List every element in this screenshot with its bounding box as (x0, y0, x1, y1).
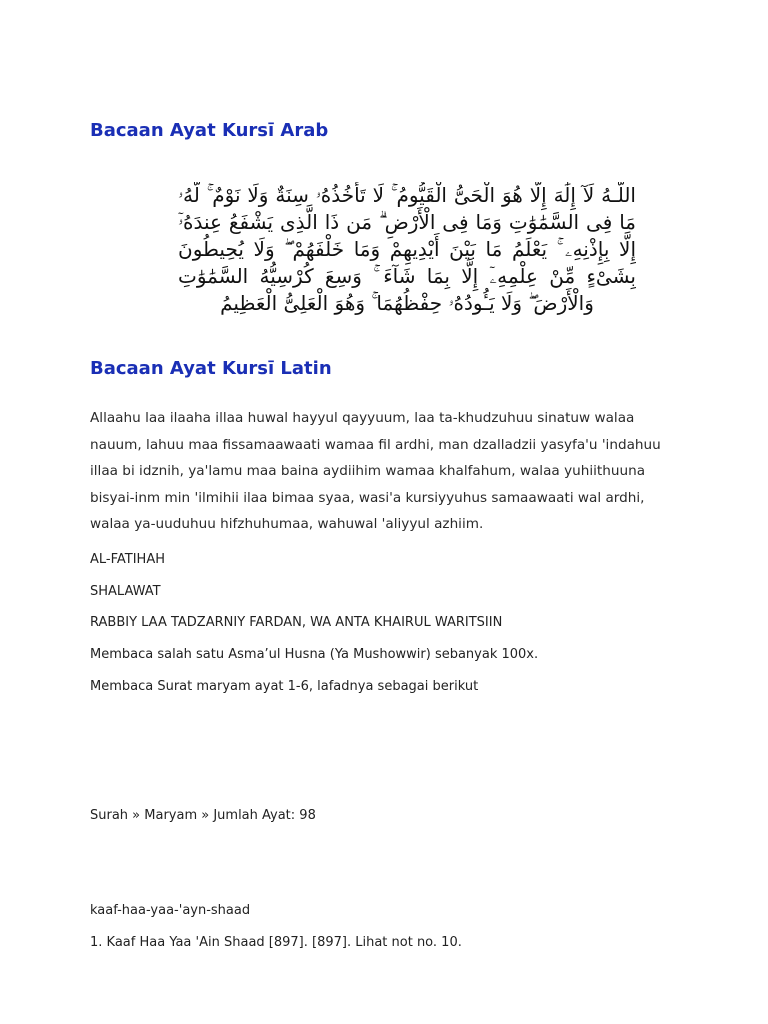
text-al-fatihah: AL-FATIHAH (90, 552, 165, 567)
text-kaaf-haa-yaa: kaaf-haa-yaa-'ayn-shaad (90, 903, 251, 918)
latin-line: illaa bi idznih, ya'lamu maa baina aydiihim wamaa khalfahum, walaa yuhiithuuna (90, 463, 646, 479)
text-membaca-asmaul-husna: Membaca salah satu Asma’ul Husna (Ya Mushowwir) sebanyak 100x. (90, 647, 539, 662)
text-rabbiy-prayer: RABBIY LAA TADZARNIY FARDAN, WA ANTA KHAIRUL WARITSIIN (90, 615, 503, 630)
text-shalawat: SHALAWAT (90, 584, 161, 599)
text-ayat-1: 1. Kaaf Haa Yaa 'Ain Shaad [897]. [897]. Lihat not no. 10. (90, 935, 462, 950)
latin-line: nauum, lahuu maa fissamaawaati wamaa fil ardhi, man dzalladzii yasyfa'u 'indahuu (90, 436, 661, 453)
latin-transliteration-paragraph (90, 405, 704, 538)
heading-ayat-kursi-latin: Bacaan Ayat Kursī Latin (90, 358, 332, 379)
latin-line: Allaahu laa ilaaha illaa huwal hayyul qayyuum, laa ta-khudzuhuu sinatuw walaa (90, 410, 635, 426)
text-surah-info: Surah » Maryam » Jumlah Ayat: 98 (90, 808, 316, 823)
heading-ayat-kursi-arab: Bacaan Ayat Kursī Arab (90, 120, 329, 141)
latin-line: walaa ya-uuduhuu hifzhuhumaa, wahuwal 'aliyyul azhiim. (90, 516, 484, 532)
arabic-ayat-kursi-text: اللَّـهُ لَآ إِلَٰهَ إِلَّا هُوَ الْحَىُّ الْقَيُّومُ ۚ لَا تَأْخُذُهُۥ سِنَةٌ وَلَا نَوْمٌ ۚ لَّهُۥ مَا فِى السَّمَٰوَٰتِ وَمَا فِى الْأَرْضِ ۗ مَن ذَا الَّذِى يَشْفَعُ عِندَهُۥٓ إِلَّا بِإِذْنِهِۦ ۚ يَعْلَمُ مَا بَيْنَ أَيْدِيهِمْ وَمَا خَلْفَهُمْ ۖ وَلَا يُحِيطُونَ بِشَىْءٍ مِّنْ عِلْمِهِۦٓ إِلَّا بِمَا شَآءَ ۚ وَسِعَ كُرْسِيُّهُ السَّمَٰوَٰتِ وَالْأَرْضَ ۖ وَلَا يَـُٔودُهُۥ حِفْظُهُمَا ۚ وَهُوَ الْعَلِىُّ الْعَظِيمُ (178, 183, 636, 315)
text-membaca-surat-maryam: Membaca Surat maryam ayat 1-6, lafadnya sebagai berikut (90, 679, 479, 694)
latin-line: bisyai-inm min 'ilmihii ilaa bimaa syaa, wasi'a kursiyyuhus samaawaati wal ardhi, (90, 489, 645, 506)
